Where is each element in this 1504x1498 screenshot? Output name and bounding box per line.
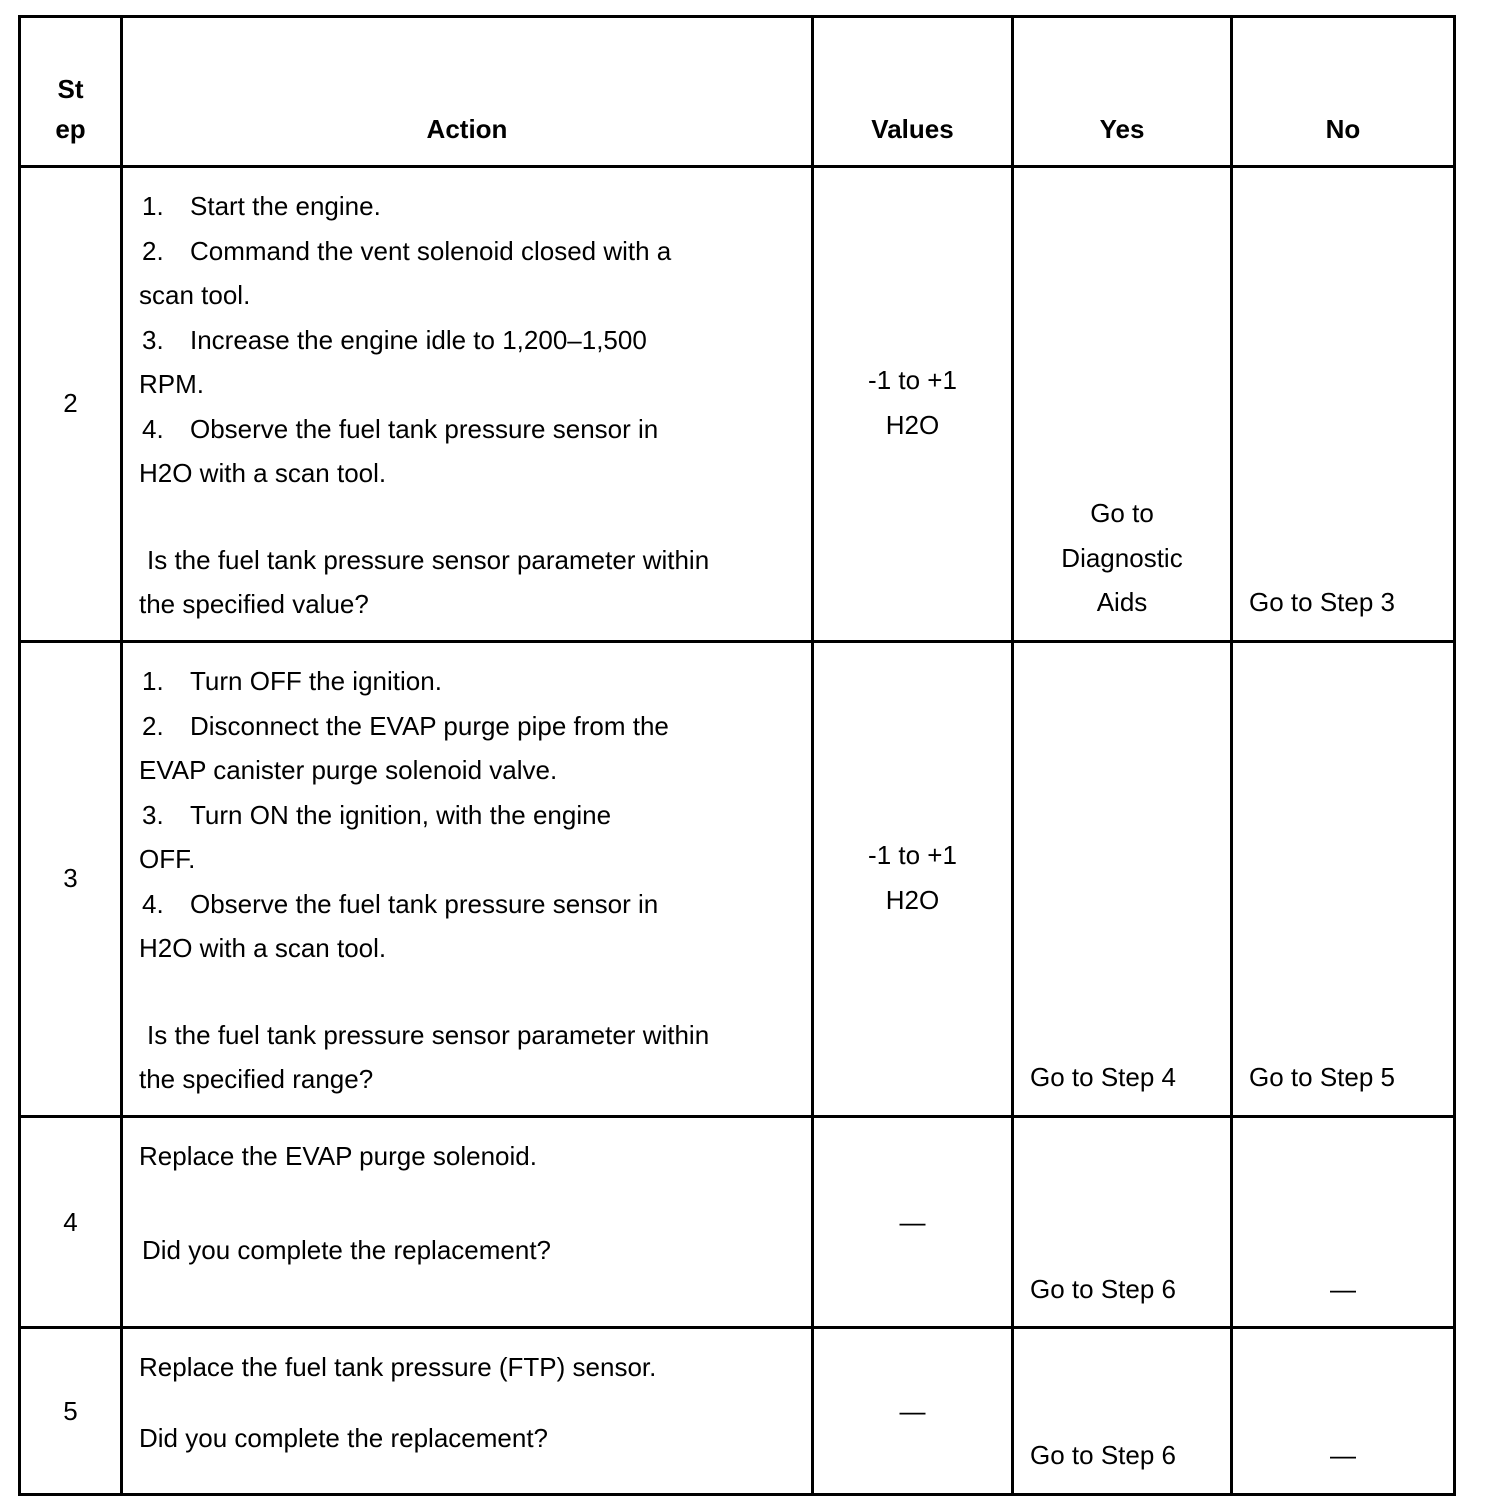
question-text: Did you complete the replacement? [142, 1235, 552, 1265]
header-step-line1: St [57, 74, 84, 104]
values-line: -1 to +1 [868, 840, 957, 870]
values-line: -1 to +1 [868, 365, 957, 395]
action-line-text: OFF. [139, 844, 196, 874]
no-cell [1232, 1328, 1455, 1495]
action-line [139, 659, 797, 704]
action-line [139, 407, 797, 452]
no-dash: — [1330, 1274, 1356, 1304]
action-line-text: Disconnect the EVAP purge pipe from the [190, 710, 669, 741]
yes-cell [1013, 642, 1232, 1117]
step-number: 5 [63, 1396, 78, 1426]
action-line [139, 704, 797, 749]
header-yes: Yes [1013, 17, 1232, 167]
values-cell [813, 167, 1013, 642]
step-number: 3 [63, 863, 78, 893]
no-cell [1232, 1117, 1455, 1328]
diagnostic-table [18, 15, 1456, 1496]
step-number: 4 [63, 1207, 78, 1237]
step-cell [20, 642, 122, 1117]
values-cell [813, 1117, 1013, 1328]
yes-line[interactable]: Diagnostic [1061, 542, 1183, 573]
yes-line[interactable]: Aids [1096, 587, 1148, 617]
action-line-text: RPM. [139, 369, 204, 399]
action-line [139, 793, 797, 838]
header-action: Action [122, 17, 813, 167]
table-row-step-5 [20, 1328, 1455, 1495]
values-dash: — [899, 1207, 926, 1237]
header-step [20, 17, 122, 167]
no-link[interactable]: Go to Step 3 [1249, 587, 1395, 617]
step-number: 2 [63, 388, 78, 418]
values-dash: — [899, 1396, 926, 1426]
action-line-number: 3. [142, 799, 164, 830]
no-dash: — [1330, 1440, 1356, 1470]
header-no: No [1232, 17, 1455, 167]
action-line-text: Observe the fuel tank pressure sensor in [190, 888, 659, 919]
action-line-text: Command the vent solenoid closed with a [190, 235, 672, 266]
yes-line[interactable]: Go to [1090, 498, 1154, 528]
action-line [139, 837, 797, 882]
action-text: Replace the EVAP purge solenoid. [139, 1141, 537, 1171]
table-row-step-2 [20, 167, 1455, 642]
action-line-number: 4. [142, 888, 164, 919]
action-line-number: 2. [142, 235, 164, 266]
action-line-text: Start the engine. [190, 191, 381, 221]
action-line [139, 882, 797, 927]
action-cell [122, 1328, 813, 1495]
table-row-step-4 [20, 1117, 1455, 1328]
question-line: the specified value? [139, 589, 369, 619]
values-line: H2O [885, 884, 940, 915]
action-cell [122, 1117, 813, 1328]
action-line-text: Observe the fuel tank pressure sensor in [190, 413, 659, 444]
action-line-text: H2O with a scan tool. [139, 933, 387, 963]
question-text: Did you complete the replacement? [139, 1423, 549, 1453]
header-step-line2: ep [55, 114, 86, 144]
yes-link[interactable]: Go to Step 4 [1030, 1062, 1176, 1092]
no-link[interactable]: Go to Step 5 [1249, 1062, 1395, 1092]
action-cell [122, 167, 813, 642]
step-cell [20, 167, 122, 642]
step-cell [20, 1328, 122, 1495]
action-line-text: scan tool. [139, 280, 251, 310]
action-line-number: 2. [142, 710, 164, 741]
yes-cell [1013, 167, 1232, 642]
action-text: Replace the fuel tank pressure (FTP) sensor. [139, 1352, 657, 1382]
header-values: Values [813, 17, 1013, 167]
no-cell [1232, 167, 1455, 642]
question-line: the specified range? [139, 1064, 374, 1094]
action-cell [122, 642, 813, 1117]
action-line-text: Turn OFF the ignition. [190, 666, 442, 696]
yes-cell [1013, 1117, 1232, 1328]
action-line [139, 748, 797, 793]
action-line-text: Increase the engine idle to 1,200–1,500 [190, 324, 647, 355]
action-line-number: 3. [142, 324, 164, 355]
action-line [139, 318, 797, 363]
action-line [139, 362, 797, 407]
values-line: H2O [885, 409, 940, 440]
action-line-text: Turn ON the ignition, with the engine [190, 799, 612, 830]
action-line-text: EVAP canister purge solenoid valve. [139, 755, 558, 785]
action-line-number: 4. [142, 413, 164, 444]
yes-link[interactable]: Go to Step 6 [1030, 1274, 1176, 1304]
question-line: Is the fuel tank pressure sensor parameter within [147, 544, 710, 575]
action-line-number: 1. [142, 191, 164, 221]
action-line-number: 1. [142, 666, 164, 696]
header-row [20, 17, 1455, 167]
table-row-step-3 [20, 642, 1455, 1117]
values-cell [813, 642, 1013, 1117]
action-line [139, 273, 797, 318]
action-line [139, 451, 797, 496]
yes-link[interactable]: Go to Step 6 [1030, 1440, 1176, 1470]
action-line [139, 184, 797, 229]
yes-cell [1013, 1328, 1232, 1495]
step-cell [20, 1117, 122, 1328]
values-cell [813, 1328, 1013, 1495]
action-line [139, 926, 797, 971]
question-line: Is the fuel tank pressure sensor parameter within [147, 1019, 710, 1050]
no-cell [1232, 642, 1455, 1117]
action-line [139, 229, 797, 274]
action-line-text: H2O with a scan tool. [139, 458, 387, 488]
